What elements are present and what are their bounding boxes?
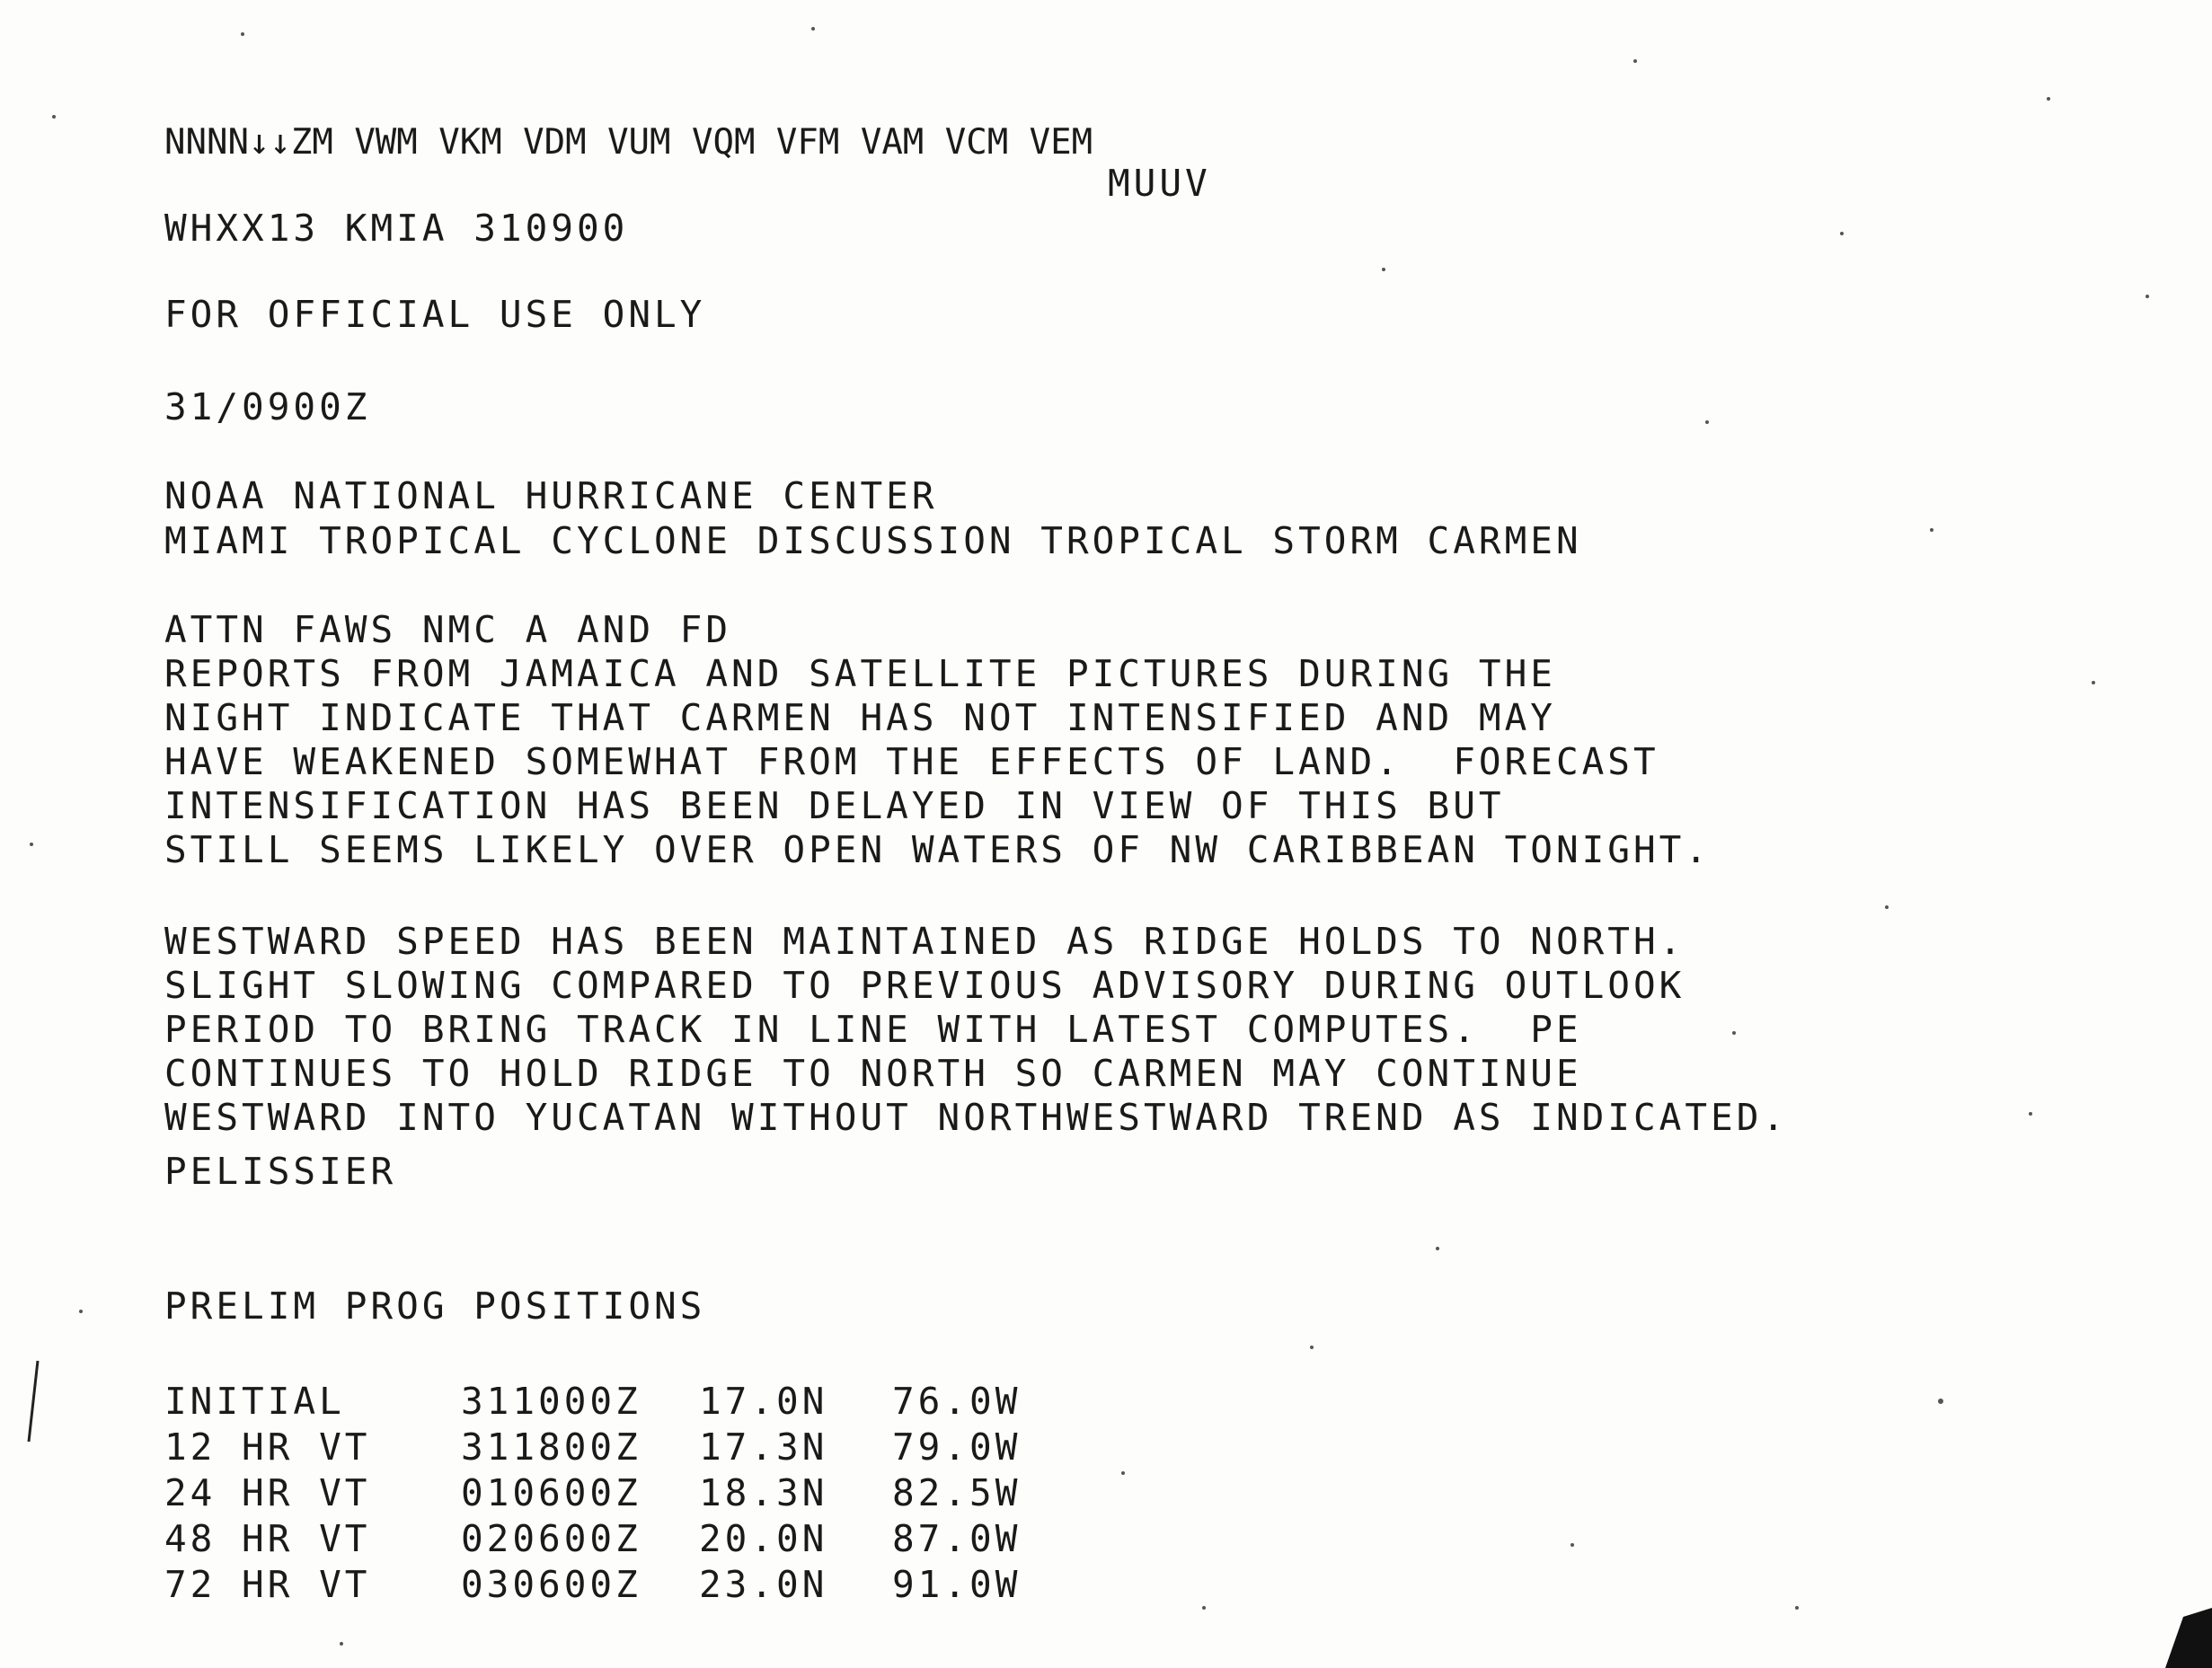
issue-time: 31/0900Z <box>164 385 371 428</box>
organization-name: NOAA NATIONAL HURRICANE CENTER <box>164 474 938 517</box>
classification-line: FOR OFFICIAL USE ONLY <box>164 293 706 336</box>
station-code: MUUV <box>1108 162 1211 205</box>
discussion-title: MIAMI TROPICAL CYCLONE DISCUSSION TROPICAL STORM CARMEN <box>164 519 1582 562</box>
valid-time: 311000Z <box>461 1379 641 1423</box>
longitude: 82.5W <box>892 1470 1022 1514</box>
valid-time: 311800Z <box>461 1425 641 1469</box>
table-row <box>164 1561 1072 1607</box>
forecast-period: INITIAL <box>164 1379 345 1423</box>
paragraph-line: PERIOD TO BRING TRACK IN LINE WITH LATEST COMPUTES. PE <box>164 1008 1582 1051</box>
latitude: 20.0N <box>699 1516 828 1560</box>
latitude: 23.0N <box>699 1562 828 1606</box>
prog-positions-title: PRELIM PROG POSITIONS <box>164 1284 706 1328</box>
latitude: 17.3N <box>699 1425 828 1469</box>
longitude: 76.0W <box>892 1379 1022 1423</box>
paragraph-line: REPORTS FROM JAMAICA AND SATELLITE PICTURES DURING THE <box>164 652 1556 695</box>
paragraph-line: INTENSIFICATION HAS BEEN DELAYED IN VIEW OF THIS BUT <box>164 784 1505 827</box>
valid-time: 020600Z <box>461 1516 641 1560</box>
routing-line: NNNN↓↓ZM VWM VKM VDM VUM VQM VFM VAM VCM VEM <box>164 122 1093 163</box>
forecast-period: 24 HR VT <box>164 1470 371 1514</box>
paragraph-line: ATTN FAWS NMC A AND FD <box>164 608 732 651</box>
longitude: 79.0W <box>892 1425 1022 1469</box>
forecast-period: 72 HR VT <box>164 1562 371 1606</box>
latitude: 17.0N <box>699 1379 828 1423</box>
wmo-header: WHXX13 KMIA 310900 <box>164 207 629 250</box>
discussion-paragraph-2 <box>164 920 1788 1140</box>
longitude: 91.0W <box>892 1562 1022 1606</box>
forecast-period: 12 HR VT <box>164 1425 371 1469</box>
paragraph-line: HAVE WEAKENED SOMEWHAT FROM THE EFFECTS OF LAND. FORECAST <box>164 740 1659 783</box>
discussion-paragraph-1 <box>164 608 1711 872</box>
longitude: 87.0W <box>892 1516 1022 1560</box>
forecast-period: 48 HR VT <box>164 1516 371 1560</box>
latitude: 18.3N <box>699 1470 828 1514</box>
paragraph-line: WESTWARD SPEED HAS BEEN MAINTAINED AS RIDGE HOLDS TO NORTH. <box>164 920 1686 963</box>
table-row <box>164 1469 1072 1515</box>
forecaster-signature: PELISSIER <box>164 1150 397 1193</box>
table-row <box>164 1515 1072 1561</box>
paragraph-line: STILL SEEMS LIKELY OVER OPEN WATERS OF NW CARIBBEAN TONIGHT. <box>164 828 1712 871</box>
table-row <box>164 1378 1072 1424</box>
paragraph-line: NIGHT INDICATE THAT CARMEN HAS NOT INTENSIFIED AND MAY <box>164 696 1556 739</box>
prog-positions-table <box>164 1378 1072 1607</box>
valid-time: 030600Z <box>461 1562 641 1606</box>
paragraph-line: WESTWARD INTO YUCATAN WITHOUT NORTHWESTWARD TREND AS INDICATED. <box>164 1096 1789 1139</box>
valid-time: 010600Z <box>461 1470 641 1514</box>
paragraph-line: SLIGHT SLOWING COMPARED TO PREVIOUS ADVISORY DURING OUTLOOK <box>164 964 1686 1007</box>
table-row <box>164 1424 1072 1469</box>
paragraph-line: CONTINUES TO HOLD RIDGE TO NORTH SO CARMEN MAY CONTINUE <box>164 1052 1582 1095</box>
